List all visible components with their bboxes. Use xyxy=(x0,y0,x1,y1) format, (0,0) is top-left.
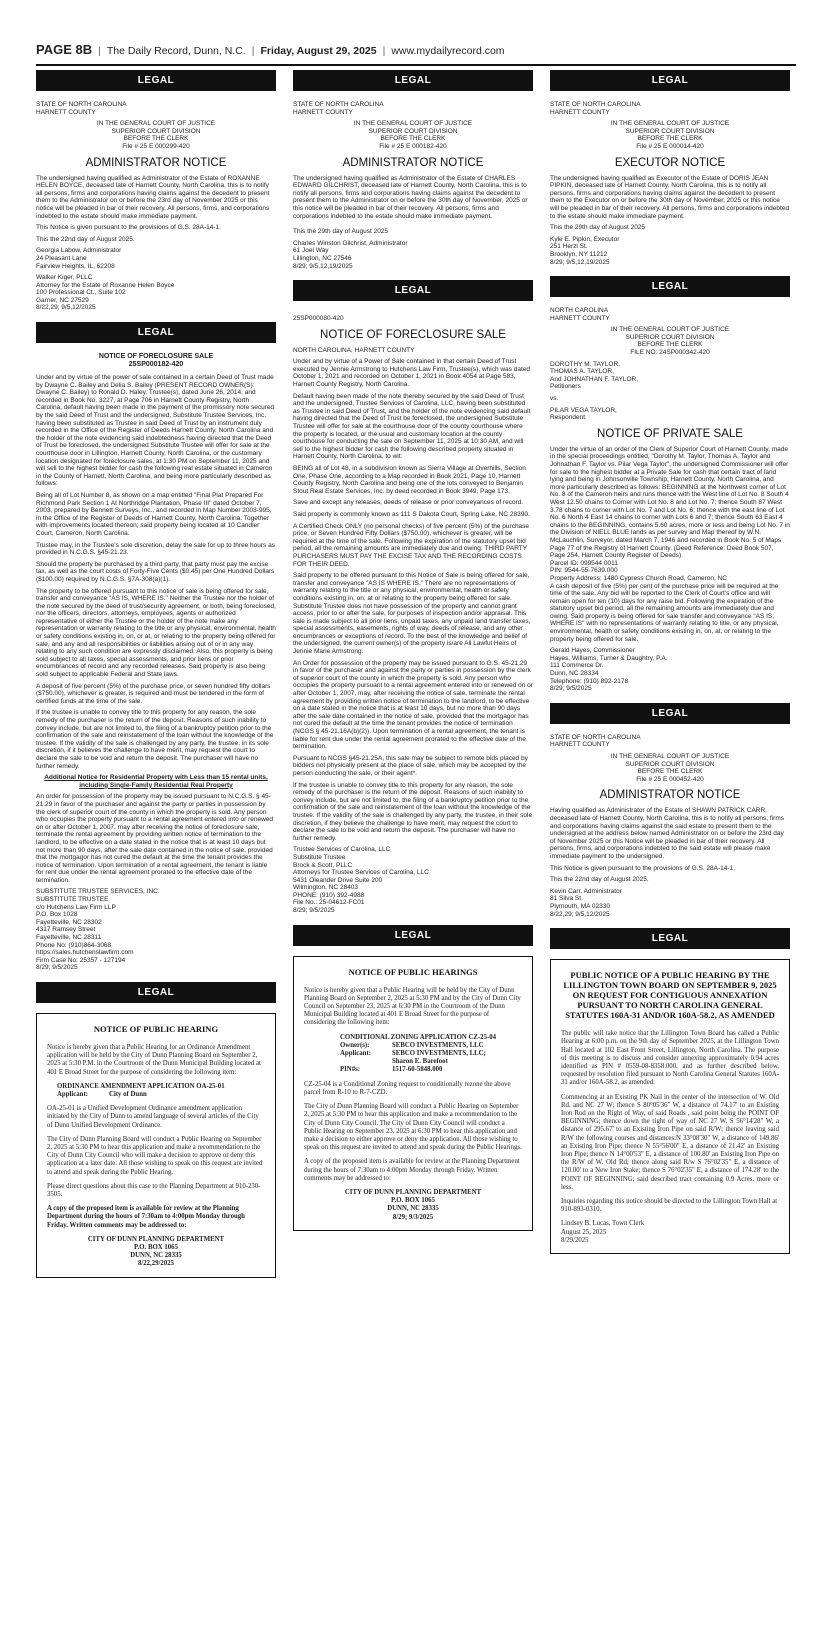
state-line: STATE OF NORTH CAROLINA xyxy=(36,101,127,108)
notice-intro: Notice is hereby given that a Public Hearing will be held by the City of Dunn Planning Board on September 2, 2025 at 5:30 PM and by the City of Dunn City Council on September 23, 2025 at 6:30 PM in the Courtroom of the Dunn Municipal Building located at 401 E Broad Street for the purpose of considering the following item: xyxy=(304,986,521,1027)
case-number: File No.: 25-04612-FC01 xyxy=(293,899,365,907)
foreclosure-notice-armstrong xyxy=(293,315,533,915)
versus: vs. xyxy=(550,395,559,403)
signature-line: Hayes, Williams, Turner & Daughtry, P.A. xyxy=(550,654,668,662)
county-line: HARNETT COUNTY xyxy=(550,741,610,749)
state-line: NORTH CAROLINA xyxy=(550,307,609,315)
legal-banner: LEGAL xyxy=(293,280,533,301)
signature-line: Fayetteville, NC 28311 xyxy=(36,934,102,942)
notice-paragraph: Save and except any releases, deeds of release or prior conveyances of record. xyxy=(293,499,524,507)
court-line: BEFORE THE CLERK xyxy=(637,768,703,776)
signature-line: August 25, 2025 xyxy=(561,1228,607,1236)
signature-line: Lillington, NC 27546 xyxy=(293,254,352,262)
attorney-line: Walker Kiger, PLLC xyxy=(36,274,93,282)
separator: | xyxy=(382,45,386,57)
notice-body: This Notice is given pursuant to the provisions of G.S. 28A-14-1. xyxy=(550,864,735,872)
legal-banner: LEGAL xyxy=(36,982,276,1003)
address-line: DUNN, NC 28335 xyxy=(130,1252,182,1260)
masthead xyxy=(36,42,796,64)
notice-body: A cash deposit of five (5%) per cent of the purchase price will be required at the time of the sale. Any bid will be reported to the Clerk of Court's office and will remain open for ten (10) days for any raise bid. Following the expiration of the statutory upset bid period, all the remaining amounts are immediately due and owing. Said property is being offered for sale transfer and conveyance "AS IS, WHERE IS" with no representations of warranty relating to title, or any physical, environmental, health or safety conditions existing in, on, at, or relating to the property being offered for sale. xyxy=(550,582,779,643)
notice-paragraph: If the trustee is unable to convey title to this property for any reason, the sole remedy of the purchaser is the return of the deposit. Reasons of such inability to convey include, but are not limited to, the filing of a bankruptcy petition prior to the confirmation of the sale and reinstatement of the loan without the knowledge of the trustee. If the validity of the sale is challenged by any party, the trustee, in its sole discretion, if it believes the challenge to have merit, may request the court to declare the sale to be void and return the deposit. The purchaser will have no further remedy. xyxy=(36,709,274,770)
run-dates: 8/29/2025 xyxy=(561,1236,589,1244)
address-line: CITY OF DUNN PLANNING DEPARTMENT xyxy=(87,1235,225,1243)
court-line: SUPERIOR COURT DIVISION xyxy=(111,127,201,135)
notice-paragraph: Please direct questions about this case to the Planning Department at 910-230-3505. xyxy=(47,1182,261,1199)
field-value: City of Dunn xyxy=(109,1091,147,1099)
notice-paragraph: An Order for possession of the property may be issued pursuant to G.S. 45-21.29 in favor of the purchaser and against the party or parties in possession by the clerk of superior court of the county in which the property is sold. Any person who occupies the property pursuant to a rental agreement entered into or renewed on or after October 1, 2007, may, after receiving the notice of sale, terminate the rental agreement by providing written notice of termination to the landlord, to be effective on a date stated in the notice that is at least 10 days, but no more than 90 days after the sale date contained in the notice of sale, provided that the mortgagor has not cured the default at the time the tenant provides the notice of termination (NCGS § 45-21.16A(b)(2)). Upon termination of a rental agreement, the tenant is liable for rent due under the rental agreement prorated to the effective date of the termination. xyxy=(293,659,533,751)
legal-banner: LEGAL xyxy=(550,703,790,724)
executor-notice-pipkin xyxy=(550,101,790,266)
notice-paragraph: Inquiries regarding this notice should be directed to the Lillington Town Hall at 910-893-0310. xyxy=(561,1197,778,1214)
signature-line: 24 Pleasant Lane xyxy=(36,254,87,262)
address-line: P.O. BOX 1065 xyxy=(134,1244,178,1252)
notice-title: ADMINISTRATOR NOTICE xyxy=(342,156,484,169)
run-dates: 8/22,29; 9/5,12/2025 xyxy=(550,910,610,918)
signature-line: Fairview Heights, IL, 62208 xyxy=(36,262,115,270)
court-line: BEFORE THE CLERK xyxy=(380,135,446,143)
notice-paragraph: The City of Dunn Planning Board will conduct a Public Hearing on September 2, 2025 at 5:30 PM to hear this application and make a recommendation to the City of Dunn City Council who will make a decision to approve or deny this application at a later date. All those wishing to speak on this request are invited to attend and speak during the Public Hearing. xyxy=(47,1135,263,1176)
party-role: Petitioners xyxy=(550,383,581,391)
signature-line: Kevin Carr, Administrator xyxy=(550,887,622,895)
file-number: File # 25 E 000014-420 xyxy=(636,142,704,150)
notice-paragraph: An order for possession of the property may be issued pursuant to N.C.G.S. § 45-21.29 in favor of the purchaser and against the party or parties in possession by the clerk of superior court of the county in which the property is sold. Any person who occupies the property pursuant to a rental agreement entered into or renewed on or after October 1, 2007, may after receiving the notice of foreclosure sale, terminate the rental agreement by providing written notice of termination to the landlord, to be effective on a date stated in the notice that is at least 10 days but not more than 90 days, after the sale date contained in the notice of sale, provided that the mortgagor has not cured the default at the time the tenant provides the notice of termination. Upon termination of a rental agreement, the tenant is liable for rent due under the rental agreement prorated to the effective date of the termination. xyxy=(36,793,274,884)
notice-paragraph: CZ-25-04 is a Conditional Zoning request to conditionally rezone the above parcel from R-10 to R-7-CZD. xyxy=(304,1080,511,1096)
notice-paragraph: Said property is commonly known as 111 S Dakota Court, Spring Lake, NC 28390. xyxy=(293,510,530,518)
notice-paragraph: BEING all of Lot 48, in a subdivision known as Sierra Village at Overhills, Section One, Phase One, according to a Map recorded in Book 2021, Page 10, Harnett County Registry, North Carolina and being one of the lots conveyed to Benjamin Stout Real Estate Services, Inc. by deed recorded in Book 3949, Page 173. xyxy=(293,465,526,495)
file-number: File # 25 E 000182-420 xyxy=(379,142,447,150)
field-label: PIN#s: xyxy=(340,1066,361,1074)
phone-line: Phone No: (910)864-3068 xyxy=(36,941,112,949)
notice-title: NOTICE OF PUBLIC HEARINGS xyxy=(348,966,478,977)
county-line: HARNETT COUNTY xyxy=(36,108,96,116)
run-dates: 8/22,29; 9/5,12/2025 xyxy=(36,304,96,312)
attorney-line: Attorney for the Estate of Roxanne Helen Boyce xyxy=(36,281,175,289)
signature-line: Wilmington, NC 28403 xyxy=(293,884,359,892)
page-number: PAGE 8B xyxy=(36,42,93,57)
notice-paragraph: A Certified Check ONLY (no personal checks) of five percent (5%) of the purchase price, or Seven Hundred Fifty Dollars ($750.00), whichever is greater, will be required at the time of the sale. Following the expiration of the statutory upset bid period, all the remaining amounts are immediately due and owing. THIRD PARTY PURCHASERS MUST PAY THE EXCISE TAX AND THE RECORDING COSTS FOR THEIR DEED. xyxy=(293,522,530,568)
notice-title: ADMINISTRATOR NOTICE xyxy=(599,789,741,802)
party-line: And JOHNATHAN F. TAYLOR, xyxy=(550,375,639,383)
notice-title xyxy=(36,353,276,369)
property-address: Property Address: 1480 Cypress Church Road, Cameron, NC xyxy=(550,574,728,582)
notice-paragraph: Should the property be purchased by a third party, that party must pay the excise tax, as well as the court costs of Forty-Five Cents ($0.45) per One Hundred Dollars ($100.00) required by N.C.G.S. §7A-308(a)(1). xyxy=(36,560,275,583)
phone-line: Telephone: (910) 892-2178 xyxy=(550,677,629,685)
signature-line: 61 Joel Way xyxy=(293,247,329,255)
administrator-notice-boyce xyxy=(36,101,276,312)
run-dates: 8/29; 9/3/2025 xyxy=(392,1213,434,1221)
county-line: HARNETT COUNTY xyxy=(293,108,353,116)
signature-line: c/o Hutchens Law Firm LLP xyxy=(36,903,116,911)
signature-line: 5431 Oleander Drive Suite 200 xyxy=(293,876,383,884)
run-dates: 8/29; 9/5/2025 xyxy=(36,964,78,972)
party-line: PILAR VEGA TAYLOR, xyxy=(550,406,617,414)
state-line: STATE OF NORTH CAROLINA xyxy=(293,101,384,108)
legal-banner: LEGAL xyxy=(293,925,533,946)
applicant-row xyxy=(340,1050,522,1058)
address-line: DUNN, NC 28335 xyxy=(387,1205,439,1213)
signature-line: P.O. Box 1028 xyxy=(36,911,78,919)
run-dates: 8/22,29/2025 xyxy=(137,1260,175,1268)
notice-paragraph: If the trustee is unable to convey title to this property for any reason, the sole remedy of the purchaser is the return of the deposit. Reasons of such inability to convey include, but are not limited to, the filing of a bankruptcy petition prior to the confirmation of the sale and reinstatement of the loan without the knowledge of the trustee. If the validity of the sale is challenged by any party, the trustee, in their sole discretion, if they believe the challenge to have merit, may request the court to declare the sale to be void and return the deposit. The purchaser will have no further remedy. xyxy=(293,781,533,842)
court-line: SUPERIOR COURT DIVISION xyxy=(368,127,458,135)
notice-paragraph: A copy of the proposed item is available for review at the Planning Department during the hours of 7:30am to 4:00pm Monday through Friday. Written comments may be addressed to: xyxy=(304,1158,520,1182)
court-line: BEFORE THE CLERK xyxy=(637,341,703,349)
notice-paragraph: The public will take notice that the Lillington Town Board has called a Public Hearing at 6:00 p.m. on the 9th day of September 2025, at the Lillington Town Hall located at 102 East Front Street, Lillington, North Carolina. The purpose of this meeting is to discuss and consider annexing approximately 0.94 acres identified as PIN # 0559-08-8358.000, and as further described below, requested by resolution filed pursuant to North Carolina General Statutes 160A-31 and/or 160A-58.2, as amended: xyxy=(561,1030,779,1087)
signature-line: Brooklyn, NY 11212 xyxy=(550,250,608,258)
court-line: SUPERIOR COURT DIVISION xyxy=(625,333,715,341)
column-3 xyxy=(550,70,790,1630)
notice-paragraph: Pursuant to NCGS §45-21.25A, this sale may be subject to remote bids placed by bidders not physically present at the place of sale, which may be accepted by the person conducting the sale, or their agent*. xyxy=(293,754,528,777)
run-dates: 8/29; 9/5/2025 xyxy=(293,907,335,915)
field-label: Owner(s): xyxy=(340,1041,370,1049)
file-number: File # 25 E 000452-420 xyxy=(636,775,704,783)
court-line: IN THE GENERAL COURT OF JUSTICE xyxy=(610,120,730,128)
foreclosure-notice-bailey xyxy=(36,353,276,972)
court-line: BEFORE THE CLERK xyxy=(123,135,189,143)
notice-paragraph: The City of Dunn Planning Board will conduct a Public Hearing on September 2, 2025 at 5:30 PM to hear this application and make a recommendation to the City of Dunn City Council. The City of Dunn City Council will conduct a Public Hearing on September 23, 2025 at 6:30 PM to hear this application and make a decision to either approve or deny the application. All those wishing to speak on this request are invited to attend and speak during the Public Hearings. xyxy=(304,1103,522,1152)
signature-line: Fayetteville, NC 28302 xyxy=(36,918,102,926)
paper-name: The Daily Record, Dunn, N.C. xyxy=(106,45,246,57)
attorney-line: Garner, NC 27529 xyxy=(36,296,89,304)
notice-paragraph: A copy of the proposed item is available for review at the Planning Department during the hours of 7:30am to 4:00pm Monday through Friday. Written comments may be addressed to: xyxy=(47,1205,245,1229)
party-line: DOROTHY M. TAYLOR, xyxy=(550,360,620,368)
notice-paragraph: OA-25-01 is a Unified Development Ordinance amendment application initiated by the City of Dunn to amend language of several articles of the City of Dunn Unified Development Ordinance. xyxy=(47,1105,259,1129)
legal-banner: LEGAL xyxy=(293,70,533,91)
signature-line: Attorneys for Trustee Services of Carolina, LLC xyxy=(293,869,429,877)
column-2 xyxy=(293,70,533,1630)
field-label: Applicant: xyxy=(57,1091,88,1099)
signature-line: 81 Silva St. xyxy=(550,895,583,903)
phone-line: PHONE: (910) 392-4988 xyxy=(293,891,365,899)
notice-paragraph: Commencing at an Existing PK Nail in the center of the intersection of W. Old Rd. and NC 27 W; thence S 80°05'36" W, a distance of 74.17' to an Existing Iron Rod on the Right of Way, of said Roads , said point being the POINT OF BEGINNING; thence down the right of way of NC 27 W, S 56°14'28" W, a distance of 295.67' to an Existing Iron Pipe on said R/W; thence leaving said R/W the following courses and distances:N 33°08'30" W, a distance of 149.86' an Existing Iron Pipe; thence N 55°56'00" E, a distance of 21.42' an Existing Iron Pipe; thence N 14°00'53" E, a distance of 100.80' an Existing Iron Pipe on the R/W of W. Old Rd; thence along said R/w S 76°02'35" E, a distance of 120.00' to a New Iron Stake; thence S 76°02'35" E, a distance of 174.28' to the POINT OF BEGINNING; said described tract containing 0.9 Acres, more or less. xyxy=(561,1093,779,1191)
file-number: 25SP000080-420 xyxy=(293,315,344,323)
notice-paragraph: Under and by virtue of a Power of Sale contained in that certain Deed of Trust executed by Jennie Armstrong to Hutchens Law Firm, Trustee(s), which was dated October 1, 2021 and recorded on October 1, 2021 in Book 4054 at Page 583, Harnett County Registry, North Carolina. xyxy=(293,358,530,389)
administrator-notice-gilchrist xyxy=(293,101,533,270)
attorney-line: 100 Professional Ct., Suite 102 xyxy=(36,289,126,297)
field-label: Applicant: xyxy=(340,1050,371,1058)
state-line: STATE OF NORTH CAROLINA xyxy=(550,733,641,741)
signature-line: Georgia Labow, Administrator xyxy=(36,247,122,255)
signature-line: Kyle E. Pipkin, Executor xyxy=(550,235,620,243)
legal-banner: LEGAL xyxy=(36,322,276,343)
signature-line: Trustee Services of Carolina, LLC xyxy=(293,846,391,854)
notice-paragraph: A deposit of five percent (5%) of the purchase price, or seven hundred fifty dollars ($750.00), whichever is greater, is required and must be tendered in the form of certified funds at the time of the sale. xyxy=(36,682,271,705)
notice-date: This the 22nd day of August 2025. xyxy=(36,235,135,243)
public-hearing-notice-oa xyxy=(36,1013,276,1278)
notice-title: PUBLIC NOTICE OF A PUBLIC HEARING BY THE LILLINGTON TOWN BOARD ON SEPTEMBER 9, 2025 ON REQUEST FOR CONTIGUOUS ANNEXATION PURSUANT TO NORTH CAROLINA GENERAL STATUTES 160A-31 AND/OR 160A-58.2, AS AMENDED xyxy=(563,970,777,1021)
case-number: Firm Case No: 25357 - 127194 xyxy=(36,956,126,964)
title-text: NOTICE OF FORECLOSURE SALE xyxy=(98,353,214,361)
legal-banner: LEGAL xyxy=(550,276,790,297)
application-title: ORDINANCE AMENDMENT APPLICATION OA-25-01 xyxy=(57,1082,225,1090)
court-line: IN THE GENERAL COURT OF JUSTICE xyxy=(96,120,216,128)
subheading: Additional Notice for Residential Property with Less than 15 rental units, including Single-Family Residential Real Property xyxy=(44,774,268,789)
applicant-row xyxy=(57,1091,265,1099)
pin-row xyxy=(340,1066,522,1074)
signature-line: 251 Herzl St. xyxy=(550,243,588,251)
parcel-id: Parcel ID: 099544 0011 xyxy=(550,559,618,567)
notice-paragraph: Default having been made of the note thereby secured by the said Deed of Trust and the undersigned, Trustee Services of Carolina, LLC, having been substituted as Trustee in said Deed of Trust, and the holder of the note evidencing said default having directed that the Deed of Trust be foreclosed, the undersigned Substitute Trustee will offer for sale at the courthouse door of the county courthouse where the property is located, or the usual and customary location at the county courthouse for conducting the sale on September 11, 2025 at 10:30 AM, and will sell to the highest bidder for cash the following described property situated in Harnett County, North Carolina, to wit: xyxy=(293,392,531,461)
party-role: Respondent xyxy=(550,414,586,422)
notice-body: The undersigned having qualified as Administrator of the Estate of ROXANNE HELEN BOYCE, deceased late of Harnett County, North Carolina, this is to notify all persons, firms and corporations having claims against the decedent to present them to the Administrator on or before the 23rd day of November 2025 or this notice will be pleaded in bar of their recovery. All persons, firms, and corporations indebted to the estate should make immediate payment. xyxy=(36,174,270,220)
private-sale-notice-taylor xyxy=(550,307,790,693)
file-number: 25SP000182-420 xyxy=(128,361,184,369)
county-line: HARNETT COUNTY xyxy=(550,108,610,116)
location-line: NORTH CAROLINA, HARNETT COUNTY xyxy=(293,346,415,354)
public-hearing-notice-cz xyxy=(293,956,533,1231)
legal-banner: LEGAL xyxy=(550,928,790,949)
field-value: 1517-60-5848.000 xyxy=(392,1066,443,1074)
county-line: HARNETT COUNTY xyxy=(550,314,610,322)
notice-body: The undersigned having qualified as Administrator of the Estate of CHARLES EDWARD GILCHRIST, deceased late of Harnett County, North Carolina, this is to notify all persons, firms and corporations having claims against the decedent to present them to the Administrator on or before the 30th day of November, 2025 or this notice will be pleaded in bar of their recovery. All persons, firms and corporations indebted to the estate should make immediate payment. xyxy=(293,174,528,220)
file-number: FILE NO: 24SP000342-420 xyxy=(630,349,710,357)
signature-line: Dunn, NC 28334 xyxy=(550,670,599,678)
notice-paragraph: Said property to be offered pursuant to this Notice of Sale is being offered for sale, transfer and conveyance "AS IS WHERE IS." There are no representations of warranty relating to the title or any physical, environmental, health or safety conditions existing in, on, at or relating to the property being offered for sale. Substitute Trustee does not have possession of the property and cannot grant access, prior to or after the sale, for purposes of inspection and/or appraisal. This sale is made subject to all prior liens, unpaid taxes, any unpaid land transfer taxes, special assessments, easements, rights of way, deeds of release, and any other encumbrances or exceptions of record. To the best of the knowledge and belief of the undersigned, the current owner(s) of the property is/are All Lawful Heirs of Jennie Marie Armstrong. xyxy=(293,572,531,656)
separator: | xyxy=(98,45,101,57)
signature-line: Brock & Scott, PLLC xyxy=(293,861,353,869)
court-line: IN THE GENERAL COURT OF JUSTICE xyxy=(353,120,473,128)
signature-line: Plymouth, MA 02330 xyxy=(550,902,610,910)
signature-line: 111 Commerce Dr. xyxy=(550,662,604,670)
signature-line: Charles Winston Gilchrist, Administrator xyxy=(293,239,408,247)
field-value: SEBCO INVESTMENTS, LLC xyxy=(392,1041,484,1049)
party-line: THOMAS A. TAYLOR, xyxy=(550,368,614,376)
applicant-row-2 xyxy=(340,1058,522,1066)
application-title: CONDITIONAL ZONING APPLICATION CZ-25-04 xyxy=(340,1033,497,1041)
notice-paragraph: Trustee may, in the Trustee's sole discretion, delay the sale for up to three hours as provided in N.C.G.S. §45-21.23. xyxy=(36,541,275,557)
court-line: IN THE GENERAL COURT OF JUSTICE xyxy=(610,753,730,760)
sales-link[interactable]: https://sales.hutchenslawfirm.com xyxy=(36,949,134,957)
notice-body: Under the virtue of an order of the Clerk of Superior Court of Harnett County, made in the special proceedings entitled, "Dorothy M. Taylor, Thomas A. Taylor and Johnathan F. Taylor vs. Pilar Vega Taylor", the undersigned Commissioner will offer for sale to the highest bidder at a Private Sale for cash that certain tract of land lying and being in Johnsonville Township, Harnett County, North Carolina, and more particularly described as follows: BEGINNING at the Northwest corner of Lot No. 8 of the Cameron heirs and runs thence with the West line of Lot No. 8 South 4 West 12.50 chains to Corner with Lot No. 8 and Lot No. 7; thence South 87 West 3.78 chains to corner with Lot No. 7 and Lot No. 6; thence with the east line of Lot No. 6 North 4 East 14 chains to corner with Lots 6 and 7; thence South 63 East 4 chains to the BEGINNING, contains 5.60 acres, more or less and being Lot No. 7 in the Division of NIELL BLUE lands as per survey and Map thereof by W.N. McLauchlin, Surveyor, dated March 7, 1946 and recorded in Book No. 5 of Maps Page 77 of the Registry of Harnett County. (Deed Reference: Deed Book 507, Page 254, Harnett County Register of Deeds) xyxy=(550,445,790,560)
separator: | xyxy=(251,45,255,57)
run-dates: 8/29; 9/5,12,19/2025 xyxy=(550,258,610,266)
notice-paragraph: Being all of Lot Number 8, as shown on a map entitled "Final Plat Prepared For Richmond Park Section 1 At Northridge Plantation, Phase III" dated October 7, 2003, prepared by Bennett Surveys, Inc., and recorded in Map Number 2003-995, in the Office of the Register of Deeds of Harnett County, North Carolina. Together with improvements located thereon; said property being located at 10 Candler Court, Cameron, North Carolina. xyxy=(36,491,272,537)
notice-paragraph: Under and by virtue of the power of sale contained in a certain Deed of Trust made by Dwayne C. Bailey and Delia S. Bailey (PRESENT RECORD OWNER(S): Dwayne C. Bailey) to Ronald D. Haley, Trustee(s), dated June 26, 2014, and recorded in Book No. 3227, at Page 706 in Harnett County Registry, North Carolina, default having been made in the payment of the promissory note secured by the said Deed of Trust and the undersigned, Substitute Trustee Services, Inc. having been substituted as Trustee in said Deed of Trust by an instrument duly recorded in the Office of the Register of Deeds Harnett County, North Carolina and the holder of the note evidencing said indebtedness having directed that the Deed of Trust be foreclosed, the undersigned Substitute Trustee will offer for sale at the courthouse door in Lillington, Harnett County, North Carolina, or the customary location designated for foreclosure sales, at 1:30 PM on September 11, 2025 and will sell to the highest bidder for cash the following real estate situated in Cameron in the County of Harnett, North Carolina, and being more particularly described as follows: xyxy=(36,374,275,488)
legal-banner: LEGAL xyxy=(36,70,276,91)
notice-title: EXECUTOR NOTICE xyxy=(614,156,726,169)
pin-line: PIN: 9544-55-7639.000 xyxy=(550,567,618,575)
court-line: BEFORE THE CLERK xyxy=(637,135,703,143)
notice-date: This the 22nd day of August 2025. xyxy=(550,876,649,884)
signature-line: SUBSTITUTE TRUSTEE xyxy=(36,896,109,904)
column-1 xyxy=(36,70,276,1630)
notice-title: NOTICE OF PRIVATE SALE xyxy=(597,427,743,440)
field-label xyxy=(340,1058,392,1066)
notice-body: The undersigned having qualified as Executor of the Estate of DORIS JEAN PIPKIN, deceased late of Harnett County, North Carolina, this is to notify all persons, firms and corporations having claims against the decedent to present them to the Executor on or before the 30th day of November, 2025 or this notice will be pleaded in bar of their recovery. All persons, firms and corporations indebted to the estate should make immediate payment. xyxy=(550,174,790,220)
notice-paragraph: The property to be offered pursuant to this notice of sale is being offered for sale, transfer and conveyance "AS IS, WHERE IS." Neither the Trustee nor the holder of the note secured by the deed of trust/security agreement, or both, being foreclosed, nor the officers, directors, attorneys, employees, agents or authorized representative of either the Trustee or the holder of the note make any representation or warranty relating to the title or any physical, environmental, health or safety conditions existing in, on, or at, or relating to the property being offered for sale, and any and all responsibilities or liabilities arising out of or in any way relating to any such condition are expressly disclaimed. Also, this property is being sold subject to all taxes, special assessments, and prior liens or prior encumbrances of record and any recorded releases. Said property is also being sold subject to applicable Federal and State laws. xyxy=(36,587,276,679)
notice-intro: Notice is hereby given that a Public Hearing for an Ordinance Amendment application will be held by the City of Dunn Planning Board on September 2, 2025 at 5:30 P.M. in the Courtroom of the Dunn Municipal Building located at 401 E Broad Street for the purpose of considering the following item: xyxy=(47,1044,261,1076)
annexation-hearing-notice xyxy=(550,959,790,1254)
run-dates: 8/29; 9/5,12,19/2025 xyxy=(293,262,353,270)
court-line: SUPERIOR COURT DIVISION xyxy=(625,760,715,768)
issue-date: Friday, August 29, 2025 xyxy=(260,45,377,57)
owner-row xyxy=(340,1042,522,1050)
legal-banner: LEGAL xyxy=(550,70,790,91)
notice-title: NOTICE OF PUBLIC HEARING xyxy=(93,1024,219,1034)
notice-body: Having qualified as Administrator of the Estate of SHAWN PATRICK CARR, deceased late of Harnett County, North Carolina, this is to notify all persons, firms and corporations having claims against the said estate to present them to the undersigned at the address below named Administrator on or before the 23rd day of November 2025 or this Notice will be pleaded in bar of their recovery. All persons, firms, and corporations indebted to the said estate will please make immediate payment to the undersigned. xyxy=(550,807,784,860)
address-line: P.O. BOX 1065 xyxy=(391,1197,435,1205)
court-line: SUPERIOR COURT DIVISION xyxy=(625,127,715,135)
address-line: CITY OF DUNN PLANNING DEPARTMENT xyxy=(344,1188,482,1196)
signature-line: SUBSTITUTE TRUSTEE SERVICES, INC. xyxy=(36,888,160,896)
field-value: SEBCO INVESTMENTS, LLC; xyxy=(392,1050,486,1058)
website-link[interactable]: www.mydailyrecord.com xyxy=(391,45,505,57)
signature-line: Gerald Hayes, Commissioner xyxy=(550,647,635,655)
notice-date: This the 29th day of August 2025 xyxy=(550,224,646,232)
notice-title: NOTICE OF FORECLOSURE SALE xyxy=(320,328,506,341)
masthead-rule xyxy=(36,64,796,66)
signature-line: 4317 Ramsey Street xyxy=(36,926,96,934)
signature-line: Substitute Trustee xyxy=(293,853,346,861)
signature-line: Lindsey B. Lucas, Town Clerk xyxy=(561,1220,645,1228)
administrator-notice-carr xyxy=(550,734,790,918)
court-line: IN THE GENERAL COURT OF JUSTICE xyxy=(610,326,730,334)
run-dates: 8/29; 9/5/2025 xyxy=(550,685,592,693)
field-value: Sharon E. Barefoot xyxy=(392,1058,448,1066)
notice-body: This Notice is given pursuant to the provisions of G.S. 28A-14-1. xyxy=(36,224,221,232)
notice-title: ADMINISTRATOR NOTICE xyxy=(85,156,227,169)
notice-date: This the 29th day of August 2025 xyxy=(293,228,389,236)
state-line: STATE OF NORTH CAROLINA xyxy=(550,101,641,108)
file-number: File # 25 E 000299-420 xyxy=(122,142,190,150)
